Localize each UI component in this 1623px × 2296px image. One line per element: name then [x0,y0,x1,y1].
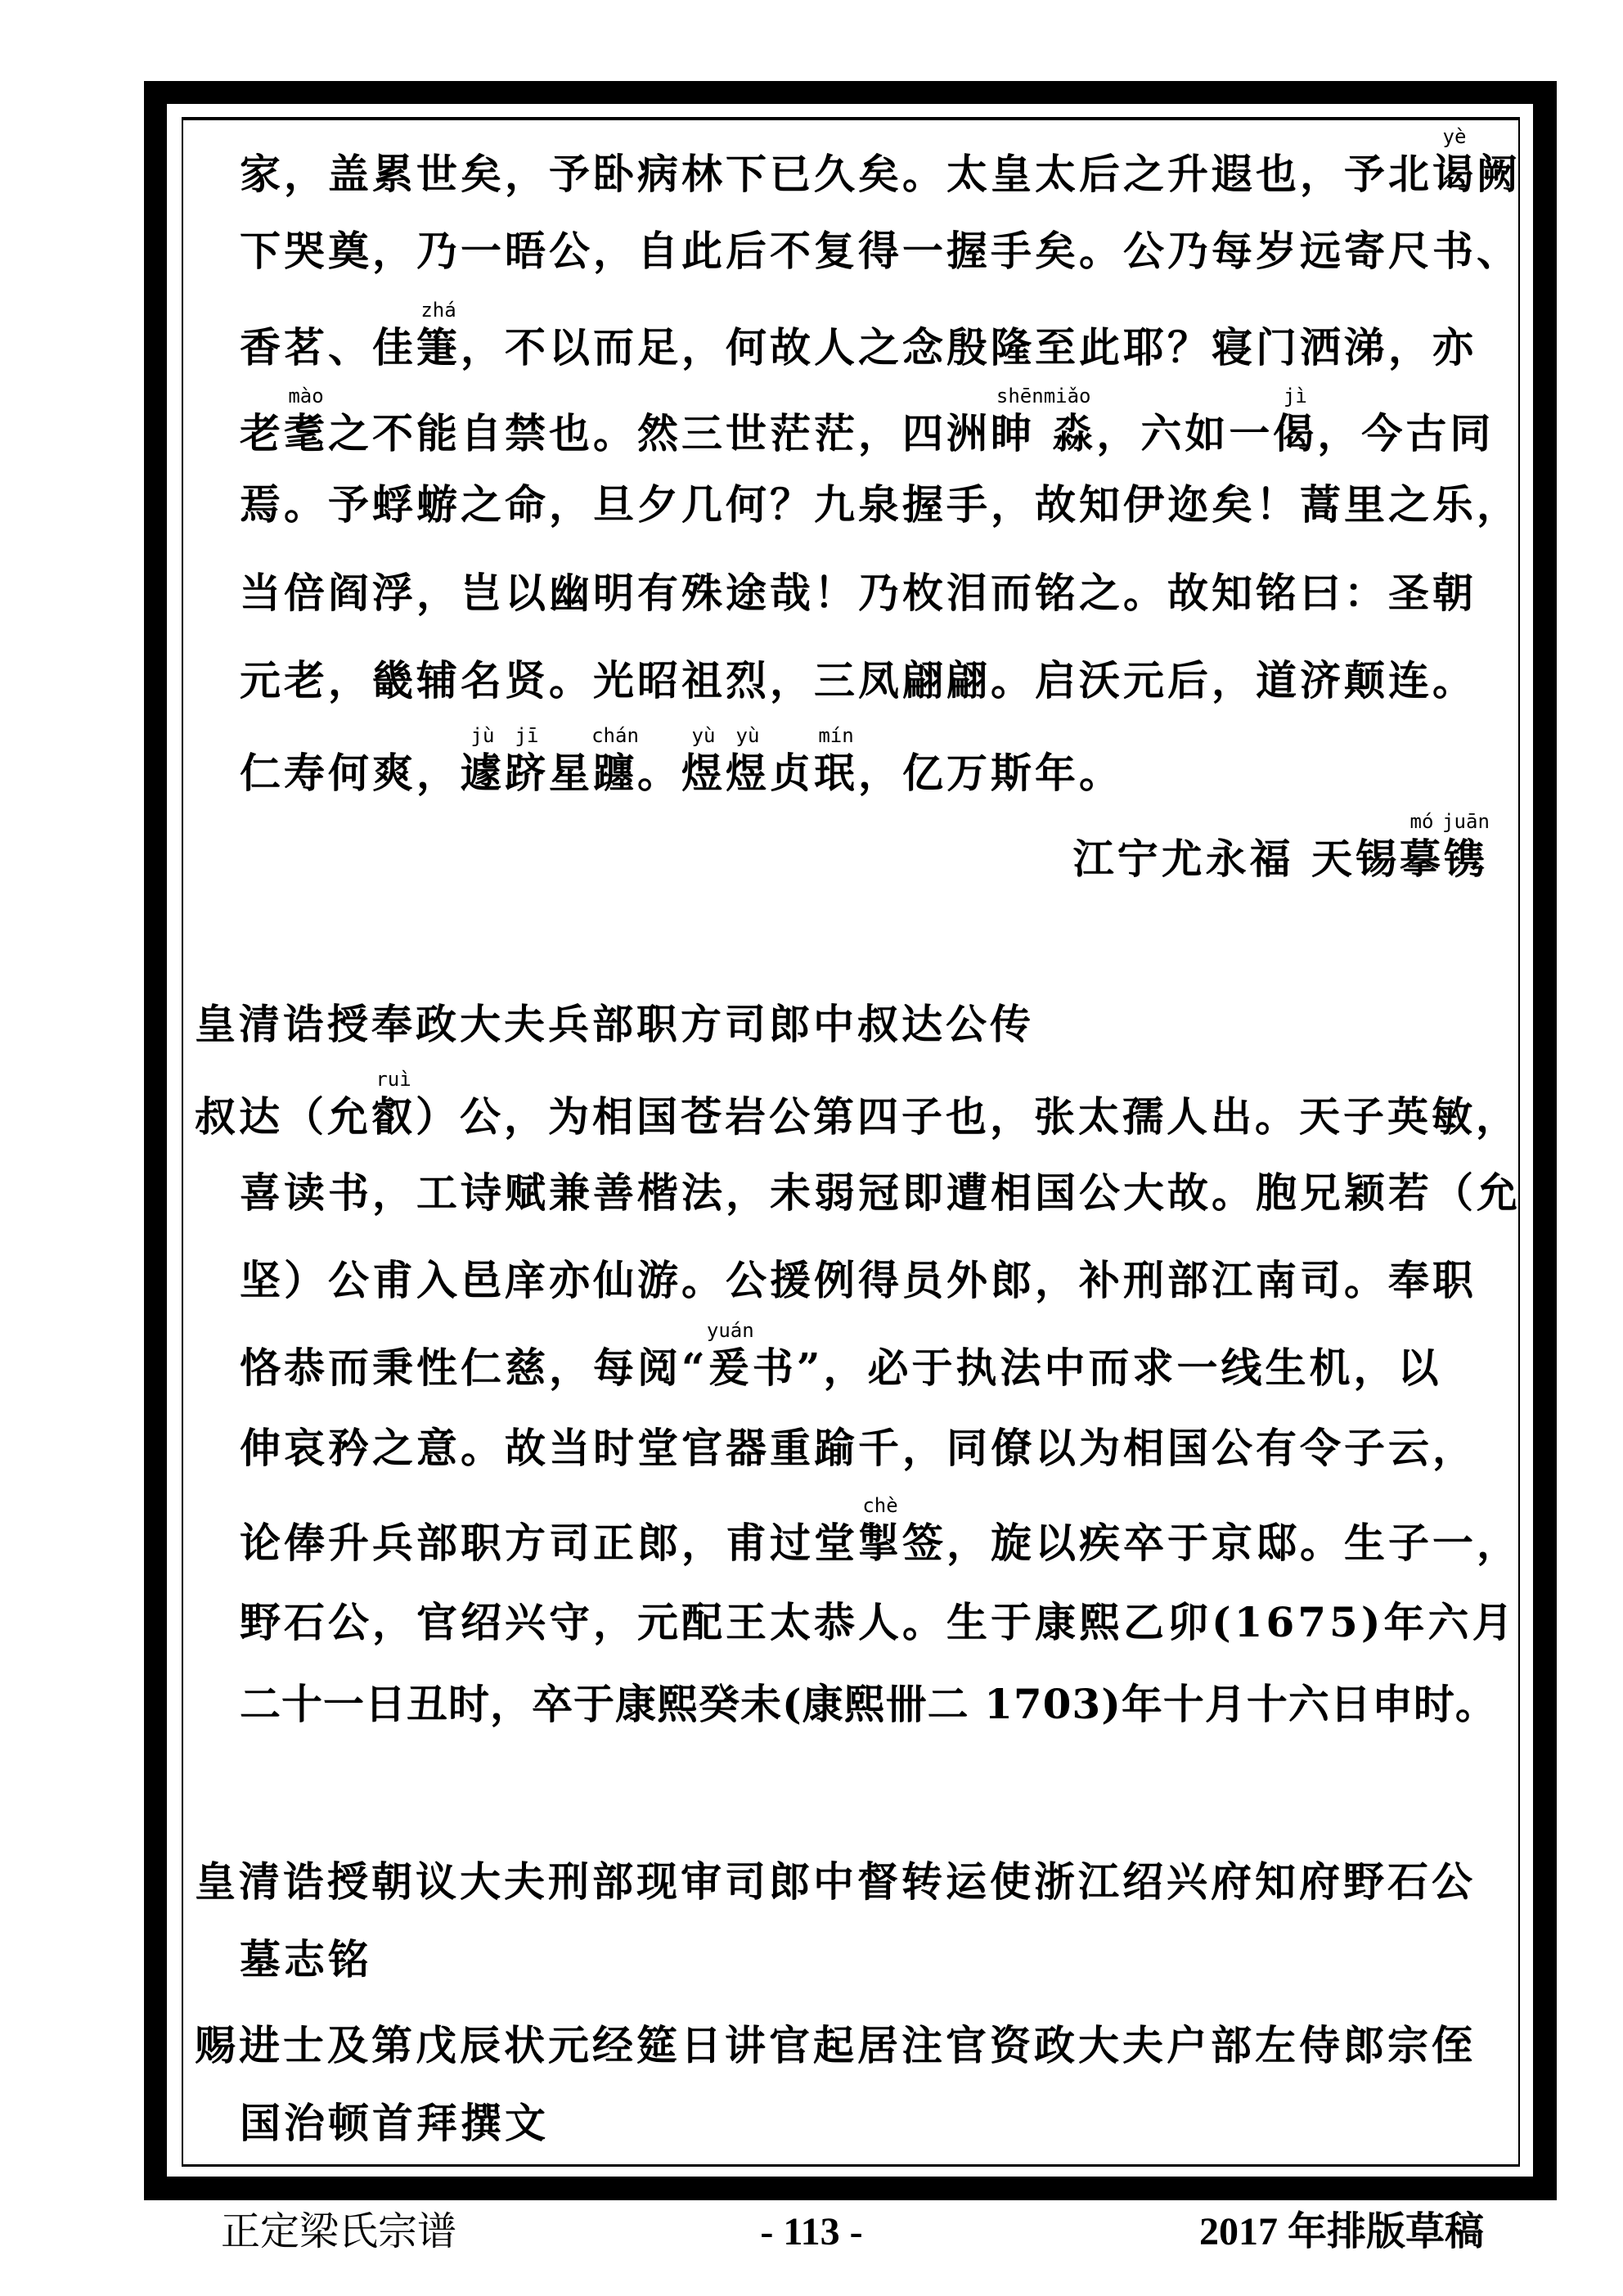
engraver-signature [1072,810,1490,884]
text-line [240,227,1521,276]
text-run: 下哭奠，乃一晤公，自此后不复得一握手矣。公乃每岁远寄尺书、 [240,227,1521,275]
annotated-character [505,724,549,798]
text-run: ，六如一 [1096,409,1274,457]
text-run: 喜读书，工诗赋兼善楷法，未弱冠即遭相国公大故。胞兄颖若（允 [240,1168,1521,1217]
pinyin-annotation: yè [1442,125,1467,148]
text-line [240,724,1123,798]
text-line [240,299,1477,372]
pinyin-annotation: juān [1442,810,1490,833]
pinyin-annotation: jì [1283,385,1307,407]
base-character: 爰 [708,1344,753,1392]
text-run: 坚）公甫入邑庠亦仙游。公援例得员外郎，补刑部江南司。奉职 [240,1256,1477,1304]
base-character: 偈 [1273,409,1318,457]
text-run: 阙 [1477,150,1521,198]
pinyin-annotation: chè [862,1494,898,1517]
base-character: 煜 [726,749,770,797]
text-run: 香茗、佳 [240,323,416,371]
text-run: 。 [637,749,681,797]
text-run: 恪恭而秉性仁慈，每阅“ [240,1344,708,1392]
text-line [240,1319,1442,1393]
author-line: 赐进士及第戊辰状元经筵日讲官起居注官资政大夫户部左侍郎宗侄 [195,2021,1476,2069]
pinyin-annotation: yù [735,724,760,747]
base-character: 跻 [505,749,549,797]
footer-draft-note: 2017 年排版草稿 [1198,2210,1484,2253]
pinyin-annotation: ruì [375,1068,411,1091]
annotated-character [681,724,726,798]
annotated-character [284,385,328,458]
pinyin-annotation: mó [1409,810,1434,833]
annotated-character [461,724,505,798]
pinyin-annotation: jī [515,724,539,747]
text-run: 星 [549,749,593,797]
author-line-continued: 国治顿首拜撰文 [240,2099,549,2147]
text-run: 之不能自禁也。然三世茫茫，四洲 [328,409,991,457]
pinyin-annotation: yù [691,724,716,747]
annotated-character [1432,125,1477,199]
text-line [240,1168,1521,1218]
text-run: 论俸升兵部职方司正郎，甫过堂 [240,1519,858,1567]
section-title-continued: 墓志铭 [240,1935,372,1983]
text-line [240,1598,1516,1647]
annotated-character [1442,810,1490,884]
base-character: 箑 [416,323,461,371]
base-character: 珉 [814,749,858,797]
text-run: ）公，为相国苍岩公第四子也，张太孺人出。天子英敏， [416,1092,1520,1141]
annotated-character [1400,810,1444,884]
text-line [240,569,1477,618]
pinyin-annotation: yuán [706,1319,754,1342]
text-run: 当倍阎浮，岂以幽明有殊途哉！乃枚泪而铭之。故知铭曰：圣朝 [240,569,1477,617]
annotated-character [1273,385,1318,458]
annotated-character [416,299,461,372]
annotated-character [706,1319,754,1393]
text-run: 仁寿何爽， [240,749,461,797]
text-run: 贞 [770,749,814,797]
base-character: 叡 [371,1092,416,1141]
text-run: 焉。予蜉蝣之命，旦夕几何？九泉握手，故知伊迩矣！蒿里之乐， [240,480,1521,529]
annotated-character [814,724,858,798]
text-run: 江宁尤永福 天锡 [1072,835,1400,883]
base-character: 眒 淼 [991,409,1097,457]
text-run: 家，盖累世矣，予卧病林下已久矣。太皇太后之升遐也，予北 [240,150,1432,198]
text-run: ，今古同 [1317,409,1495,457]
text-run: 签，旋以疾卒于京邸。生子一， [902,1519,1521,1567]
text-run: 叔达（允 [195,1092,371,1141]
text-line [240,1494,1521,1568]
base-character: 躔 [593,749,637,797]
text-line [240,480,1521,529]
text-line [240,125,1521,199]
text-run: 书”，必于执法中而求一线生机，以 [752,1344,1442,1392]
annotated-character [858,1494,902,1568]
footer-book-title: 正定梁氏宗谱 [221,2210,457,2253]
footer-page-number: - 113 - [760,2210,863,2253]
text-run: 野石公，官绍兴守，元配王太恭人。生于康熙乙卯(1675)年六月 [240,1598,1517,1646]
annotated-character [371,1068,416,1141]
text-run: ，亿万斯年。 [858,749,1123,797]
text-run: ，不以而足，何故人之念殷隆至此耶？寝门洒涕，亦 [461,323,1477,371]
text-line [240,385,1495,458]
text-run: 二十一日丑时，卒于康熙癸未(康熙卌二 1703)年十月十六日申时。 [240,1680,1497,1728]
base-character: 摹 [1400,835,1444,883]
pinyin-annotation: jù [470,724,495,747]
base-character: 谒 [1432,150,1477,198]
annotated-character [726,724,770,798]
text-run: 老 [240,409,284,457]
pinyin-annotation: shēnmiǎo [996,385,1091,407]
text-line [195,1068,1520,1141]
base-character: 镌 [1444,835,1488,883]
text-run: 伸哀矜之意。故当时堂官器重踰千，同僚以为相国公有令子云， [240,1424,1477,1472]
pinyin-annotation: mín [818,724,854,747]
pinyin-annotation: chán [591,724,639,747]
annotated-character [991,385,1097,458]
base-character: 煜 [681,749,726,797]
section-title: 皇清诰授奉政大夫兵部职方司郎中叔达公传 [195,1000,1034,1048]
text-run: 元老，畿辅名贤。光昭祖烈，三凤翩翩。启沃元后，道济颠连。 [240,656,1477,705]
pinyin-annotation: zhá [420,299,456,322]
base-character: 耄 [284,409,328,457]
text-line [240,656,1477,705]
text-line [240,1680,1497,1729]
text-line [240,1424,1477,1473]
base-character: 掣 [858,1519,902,1567]
pinyin-annotation: mào [288,385,324,407]
annotated-character [591,724,639,798]
section-title: 皇清诰授朝议大夫刑部现审司郎中督转运使浙江绍兴府知府野石公 [195,1857,1476,1906]
base-character: 遽 [461,749,505,797]
text-line [240,1256,1477,1305]
